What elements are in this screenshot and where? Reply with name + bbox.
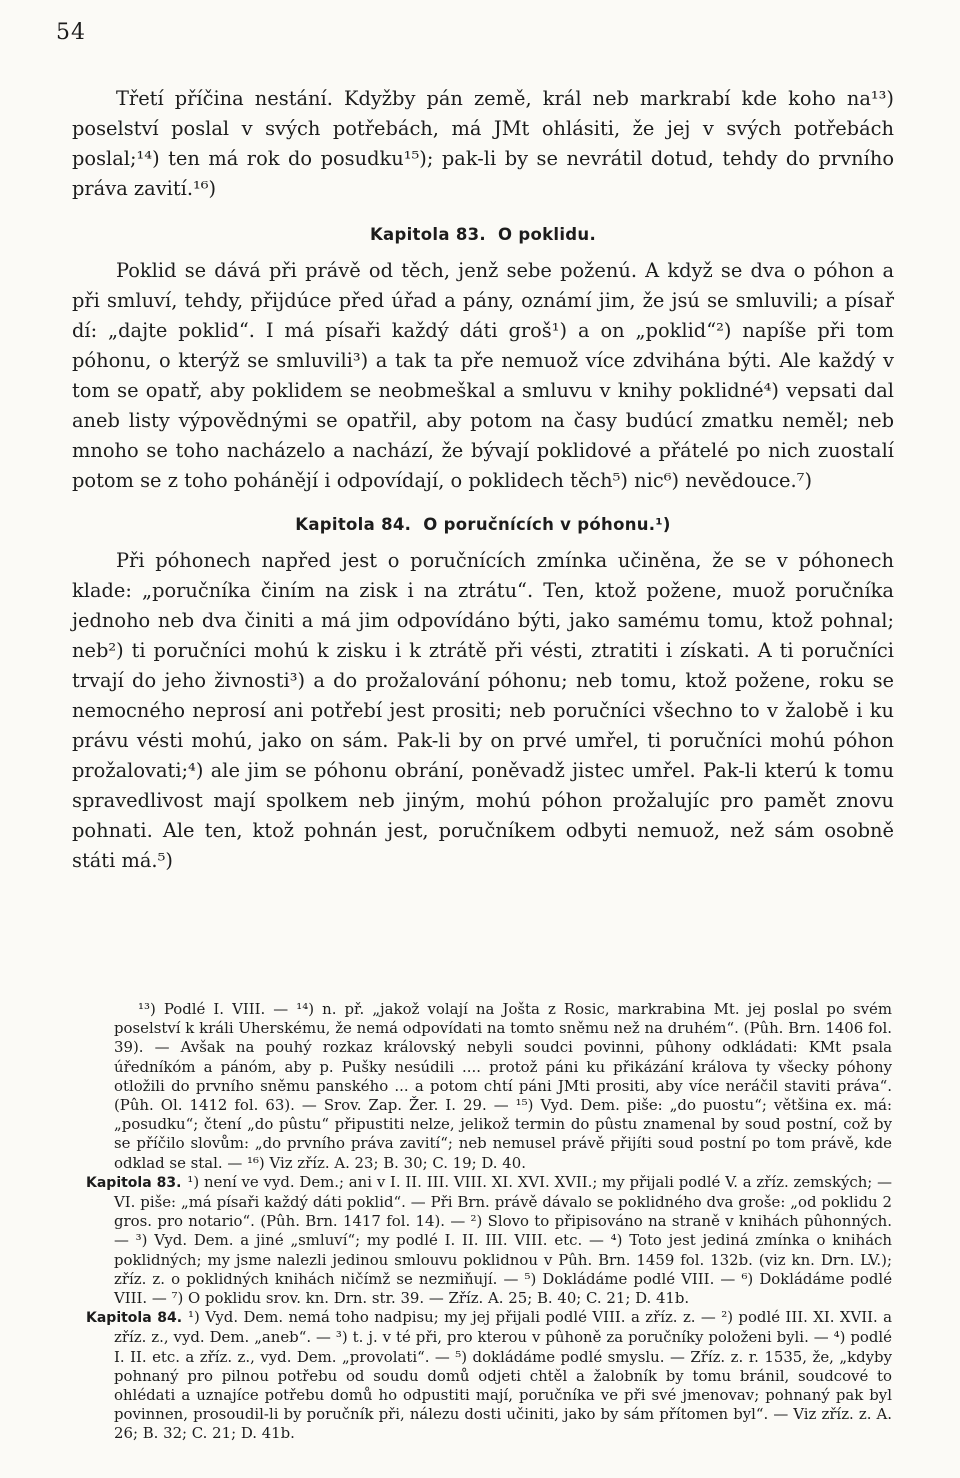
chapter-84-number: Kapitola 84.: [295, 515, 412, 534]
chapter-84-text: Při póhonech napřed jest o poručnících zmínka učiněna, že se v póhonech klade: „poručníka činím na zisk i na ztrátu“. Ten, ktož požene, muož poručníka jednoho neb dva činiti a má jim odpovídáno býti, jako samému tomu, ktož pohnal; neb²) ti poručníci mohú k zisku i k ztrátě při vésti, ztratiti i získati. A ti poručníci trvají do jeho živnosti³) a do prožalování póhonu; neb tomu, ktož požene, roku se nemocného neprosí ani potřebí jest prositi; neb poručníci všechno to v žalobě i ku právu vésti mohú, jako on sám. Pak-li by on prvé umřel, ti poručníci mohú póhon prožalovati;⁴) ale jim se póhonu obrání, poněvadž jistec umřel. Pak-li kterú k tomu spravedlivost mají spolkem neb jiným, mohú póhon prožalujíc pro pamět znovu pohnati. Ale ten, ktož pohnán jest, poručníkem odbyti nemuož, než sám osobně státi má.⁵): [72, 549, 894, 872]
chapter-84-title: O poručnících v póhonu.¹): [423, 515, 671, 534]
footnotes-preface: ¹³) Podlé I. VIII. — ¹⁴) n. př. „jakož volají na Jošta z Rosic, markrabina Mt. jej poslal po svém poselství k králi Uherskému, že nemá odpovídati na tomto sněmu než na druhém“. (Pûh. Brn. 1406 fol. 39). — Avšak na pouhý rozkaz královský nebyli soudci povinni, pûhony odkládati: KMt psala úředníkóm a pánóm, aby p. Pušky nesúdili .... protož páni ku přikázání králova ty všecky póhony otložili do prvního sněmu panského ... a potom chtí páni JMti prositi, aby více neráčil staviti práva“. (Pûh. Ol. 1412 fol. 63). — Srov. Zap. Žer. I. 29. — ¹⁵) Vyd. Dem. piše: „do puostu“; většina ex. má: „posudku“; čtení „do pûstu“ připustiti nelze, jelikož termin do pûstu znamenal by soud postní, což by se příčilo slovům: „do prvního práva zavití“; neb nemusel právě přijíti soud postní po tom právě, kde odklad se stal. — ¹⁶) Viz zříz. A. 23; B. 30; C. 19; D. 40.: [114, 1000, 892, 1172]
footnotes-chapter-83: [86, 1173, 892, 1308]
chapter-83-heading: [72, 220, 894, 250]
chapter-83-number: Kapitola 83.: [369, 225, 486, 244]
chapter-83-text: Poklid se dává při právě od těch, jenž sebe poženú. A když se dva o póhon a při smluví, tehdy, přijdúce před úřad a pány, oznámí jim, že jsú se smluvili; a písař dí: „dajte poklid“. I má písaři každý dáti groš¹) a on „poklid“²) napíše při tom póhonu, o kterýž se smluvili³) a tak ta pře nemuož více zdvihána býti. Ale každý v tom se opatř, aby poklidem se neobmeškal a smluvu v knihy poklidné⁴) vepsati dal aneb listy výpovědnými se opatřil, aby potom na časy budúcí zmatku neměl; neb mnoho se toho nacházelo a nachází, že bývají poklidové a přátelé po nich zuostalí potom se z toho pohánějí i odpovídají, o poklidech těch⁵) nic⁶) nevědouce.⁷): [72, 259, 894, 492]
footnotes-chapter-83-text: ¹) není ve vyd. Dem.; ani v I. II. III. VIII. XI. XVI. XVII.; my přijali podlé V. a zříz. zemských; — VI. piše: „má písaři každý dáti poklid“. — Při Brn. právě dávalo se poklidného dva groše: „od poklidu 2 gros. pro notario“. (Pûh. Brn. 1417 fol. 14). — ²) Slovo to připisováno na straně v knihách pûhonných. — ³) Vyd. Dem. a jiné „smluví“; my podlé I. II. III. VIII. etc. — ⁴) Toto jest jediná zmínka o knihách poklidných; my jsme nalezli jedinou smlouvu poklidnou v Pûh. Brn. 1459 fol. 132b. (viz kn. Drn. LV.); zříz. z. o poklidných knihách ničímž se nezmiňují. — ⁵) Dokládáme podlé VIII. — ⁶) Dokládáme podlé VIII. — ⁷) O poklidu srov. kn. Drn. str. 39. — Zříz. A. 25; B. 40; C. 21; D. 41b.: [114, 1172, 892, 1308]
footnotes-chapter-84-label: Kapitola 84.: [86, 1310, 183, 1327]
chapter-84-heading: [72, 510, 894, 540]
paragraph-intro: Třetí příčina nestání. Kdyžby pán země, král neb markrabí kde koho na¹³) poselství poslal v svých potřebách, má JMt ohlásiti, že jej v svých potřebách poslal;¹⁴) ten má rok do posudku¹⁵); pak-li by se nevrátil dotud, tehdy do prvního práva zavití.¹⁶): [72, 87, 894, 200]
body-text: [72, 84, 894, 876]
page-number: 54: [56, 20, 86, 45]
footnotes-chapter-83-label: Kapitola 83.: [86, 1174, 182, 1191]
footnotes-chapter-84: [86, 1308, 892, 1443]
footnotes-chapter-84-text: ¹) Vyd. Dem. nemá toho nadpisu; my jej přijali podlé VIII. a zříz. z. — ²) podlé III. XI. XVII. a zříz. z., vyd. Dem. „aneb“. — ³) t. j. v té při, pro kterou v pûhoně za poručníky položeni byli. — ⁴) podlé I. II. etc. a zříz. z., vyd. Dem. „provolati“. — ⁵) dokládáme podlé smyslu. — Zříz. z. r. 1535, že, „kdyby pohnaný pro pilnou potřebu od soudu domů odjeti chtěl a žalobník by tomu bránil, soudcové to ohlédati a uznajíce potřebu domů ho odpustiti mají, poručníka ve při své jmenovav; pohnaný pak byl povinnen, prosoudil-li by poručník při, nálezu dosti učiniti, jako by sám přítomen byl“. — Viz zříz. z. A. 26; B. 32; C. 21; D. 41b.: [114, 1308, 892, 1443]
chapter-83-title: O poklidu.: [498, 225, 597, 244]
footnotes: [86, 1000, 892, 1444]
